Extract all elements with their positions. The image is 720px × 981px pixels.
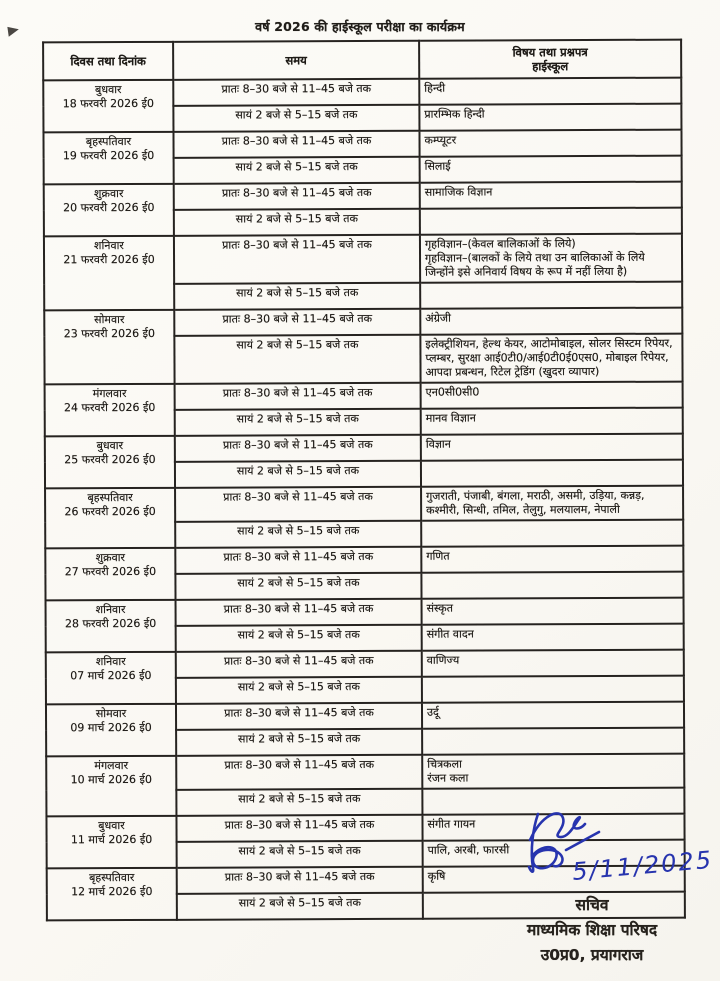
exam-row-0-morning: [43, 78, 681, 107]
header-day-date: दिवस तथा दिनांक: [43, 42, 173, 81]
time-cell-morning: प्रातः 8–30 बजे से 11–45 बजे तक: [176, 703, 422, 730]
subject-cell-morning: गुजराती, पंजाबी, बंगला, मराठी, असमी, उड़िया, कन्नड़, कश्मीरी, सिन्धी, तमिल, तेलुगु, मलयालम, नेपाली: [421, 486, 683, 521]
subject-cell-morning: हिन्दी: [419, 78, 681, 105]
subject-cell-evening: सिलाई: [420, 156, 682, 183]
day-date-cell: शुक्रवार 20 फरवरी 2026 ई0: [44, 184, 174, 237]
time-cell-morning: प्रातः 8–30 बजे से 11–45 बजे तक: [175, 547, 421, 574]
exam-row-12-morning: [46, 754, 684, 791]
subject-cell-evening: [421, 520, 683, 547]
time-cell-evening: सायं 2 बजे से 5–15 बजे तक: [176, 677, 422, 704]
subject-cell-morning: अंग्रेजी: [420, 308, 682, 335]
day-date-cell: शनिवार 28 फरवरी 2026 ई0: [46, 600, 176, 653]
signatory-title: सचिव: [575, 896, 609, 914]
time-cell-morning: प्रातः 8–30 बजे से 11–45 बजे तक: [174, 309, 420, 336]
time-cell-morning: प्रातः 8–30 बजे से 11–45 बजे तक: [175, 487, 421, 522]
time-cell-evening: सायं 2 बजे से 5–15 बजे तक: [175, 521, 421, 548]
day-date-cell: बृहस्पतिवार 19 फरवरी 2026 ई0: [43, 132, 173, 185]
exam-row-2-morning: [44, 182, 682, 211]
day-date-cell: बुधवार 25 फरवरी 2026 ई0: [45, 436, 175, 489]
exam-schedule-table: [42, 39, 686, 922]
time-cell-evening: सायं 2 बजे से 5–15 बजे तक: [174, 209, 420, 236]
exam-row-9-morning: [46, 598, 684, 627]
handwritten-date: 5/11/2025: [571, 845, 715, 886]
subject-cell-morning: एन0सी0सी0: [421, 382, 683, 409]
signatory-block: [462, 893, 720, 968]
day-date-cell: सोमवार 09 मार्च 2026 ई0: [46, 704, 176, 757]
subject-cell-evening: पालि, अरबी, फारसी: [423, 840, 685, 867]
time-cell-evening: सायं 2 बजे से 5–15 बजे तक: [174, 283, 420, 310]
exam-row-4-morning: [44, 308, 682, 337]
header-time: समय: [173, 41, 419, 80]
subject-cell-evening: प्रारम्भिक हिन्दी: [419, 104, 681, 131]
subject-cell-evening: [421, 460, 683, 487]
time-cell-morning: प्रातः 8–30 बजे से 11–45 बजे तक: [173, 131, 419, 158]
time-cell-morning: प्रातः 8–30 बजे से 11–45 बजे तक: [177, 867, 423, 894]
subject-cell-evening: [420, 282, 682, 309]
document-title: वर्ष 2026 की हाईस्कूल परीक्षा का कार्यक्रम: [255, 19, 465, 34]
day-date-cell: बृहस्पतिवार 12 मार्च 2026 ई0: [47, 868, 177, 921]
day-date-cell: मंगलवार 24 फरवरी 2026 ई0: [45, 384, 175, 437]
day-date-cell: सोमवार 23 फरवरी 2026 ई0: [44, 310, 174, 385]
time-cell-evening: सायं 2 बजे से 5–15 बजे तक: [175, 461, 421, 488]
table-header-row: [43, 40, 681, 81]
header-subject: विषय तथा प्रश्नपत्र हाईस्कूल: [419, 40, 681, 79]
subject-cell-morning: वाणिज्य: [422, 650, 684, 677]
subject-cell-morning: उर्दू: [422, 702, 684, 729]
time-cell-evening: सायं 2 बजे से 5–15 बजे तक: [176, 789, 422, 816]
subject-cell-morning: गृहविज्ञान–(केवल बालिकाओं के लिये) गृहविज्ञान–(बालकों के लिये तथा उन बालिकाओं के लिये जिन्होंने इसे अनिवार्य विषय के रूप में नहीं लिया है): [420, 234, 682, 283]
exam-row-1-morning: [43, 130, 681, 159]
time-cell-morning: प्रातः 8–30 बजे से 11–45 बजे तक: [175, 435, 421, 462]
time-cell-morning: प्रातः 8–30 बजे से 11–45 बजे तक: [176, 599, 422, 626]
day-date-cell: शनिवार 21 फरवरी 2026 ई0: [44, 236, 174, 311]
subject-cell-evening: [422, 728, 684, 755]
subject-cell-morning: विज्ञान: [421, 434, 683, 461]
exam-row-8-morning: [45, 546, 683, 575]
exam-table-body: [43, 78, 685, 921]
subject-cell-morning: कम्प्यूटर: [419, 130, 681, 157]
subject-cell-evening: संगीत वादन: [422, 624, 684, 651]
time-cell-evening: सायं 2 बजे से 5–15 बजे तक: [176, 729, 422, 756]
time-cell-morning: प्रातः 8–30 बजे से 11–45 बजे तक: [173, 79, 419, 106]
time-cell-evening: सायं 2 बजे से 5–15 बजे तक: [174, 157, 420, 184]
exam-row-7-morning: [45, 486, 683, 523]
time-cell-evening: सायं 2 बजे से 5–15 बजे तक: [174, 335, 420, 384]
day-date-cell: शनिवार 07 मार्च 2026 ई0: [46, 652, 176, 705]
time-cell-morning: प्रातः 8–30 बजे से 11–45 बजे तक: [176, 651, 422, 678]
subject-cell-morning: चित्रकला रंजन कला: [422, 754, 684, 789]
exam-row-11-morning: [46, 702, 684, 731]
subject-cell-morning: संस्कृत: [422, 598, 684, 625]
time-cell-evening: सायं 2 बजे से 5–15 बजे तक: [175, 573, 421, 600]
time-cell-evening: सायं 2 बजे से 5–15 बजे तक: [173, 105, 419, 132]
subject-cell-evening: [421, 572, 683, 599]
time-cell-morning: प्रातः 8–30 बजे से 11–45 बजे तक: [176, 755, 422, 790]
subject-cell-morning: संगीत गायन: [422, 814, 684, 841]
day-date-cell: मंगलवार 10 मार्च 2026 ई0: [46, 756, 176, 817]
subject-cell-evening: इलेक्ट्रीशियन, हेल्थ केयर, आटोमोबाइल, सोलर सिस्टम रिपेयर, प्लम्बर, सुरक्षा आई0टी0/आई0टी0ई0एस0, मोबाइल रिपेयर, आपदा प्रबन्धन, रिटेल ट्रेडिंग (खुदरा व्यापार): [420, 334, 682, 383]
subject-cell-evening: मानव विज्ञान: [421, 408, 683, 435]
day-date-cell: शुक्रवार 27 फरवरी 2026 ई0: [45, 548, 175, 601]
time-cell-evening: सायं 2 बजे से 5–15 बजे तक: [176, 625, 422, 652]
exam-row-6-morning: [45, 434, 683, 463]
time-cell-evening: सायं 2 बजे से 5–15 बजे तक: [177, 893, 423, 920]
signatory-place: उ0प्र0, प्रयागराज: [540, 946, 644, 964]
signatory-org: माध्यमिक शिक्षा परिषद: [526, 921, 658, 939]
time-cell-morning: प्रातः 8–30 बजे से 11–45 बजे तक: [174, 235, 420, 284]
exam-row-3-morning: [44, 234, 682, 285]
day-date-cell: बुधवार 18 फरवरी 2026 ई0: [43, 80, 173, 133]
time-cell-morning: प्रातः 8–30 बजे से 11–45 बजे तक: [174, 183, 420, 210]
day-date-cell: बुधवार 11 मार्च 2026 ई0: [46, 816, 176, 869]
time-cell-evening: सायं 2 बजे से 5–15 बजे तक: [175, 409, 421, 436]
subject-cell-morning: सामाजिक विज्ञान: [420, 182, 682, 209]
time-cell-morning: प्रातः 8–30 बजे से 11–45 बजे तक: [175, 383, 421, 410]
day-date-cell: बृहस्पतिवार 26 फरवरी 2026 ई0: [45, 488, 175, 549]
subject-cell-morning: गणित: [421, 546, 683, 573]
time-cell-evening: सायं 2 बजे से 5–15 बजे तक: [177, 841, 423, 868]
subject-cell-evening: [422, 676, 684, 703]
exam-row-5-morning: [45, 382, 683, 411]
subject-cell-evening: [420, 208, 682, 235]
subject-cell-morning: कृषि: [423, 866, 685, 893]
time-cell-morning: प्रातः 8–30 बजे से 11–45 बजे तक: [176, 815, 422, 842]
exam-row-10-morning: [46, 650, 684, 679]
